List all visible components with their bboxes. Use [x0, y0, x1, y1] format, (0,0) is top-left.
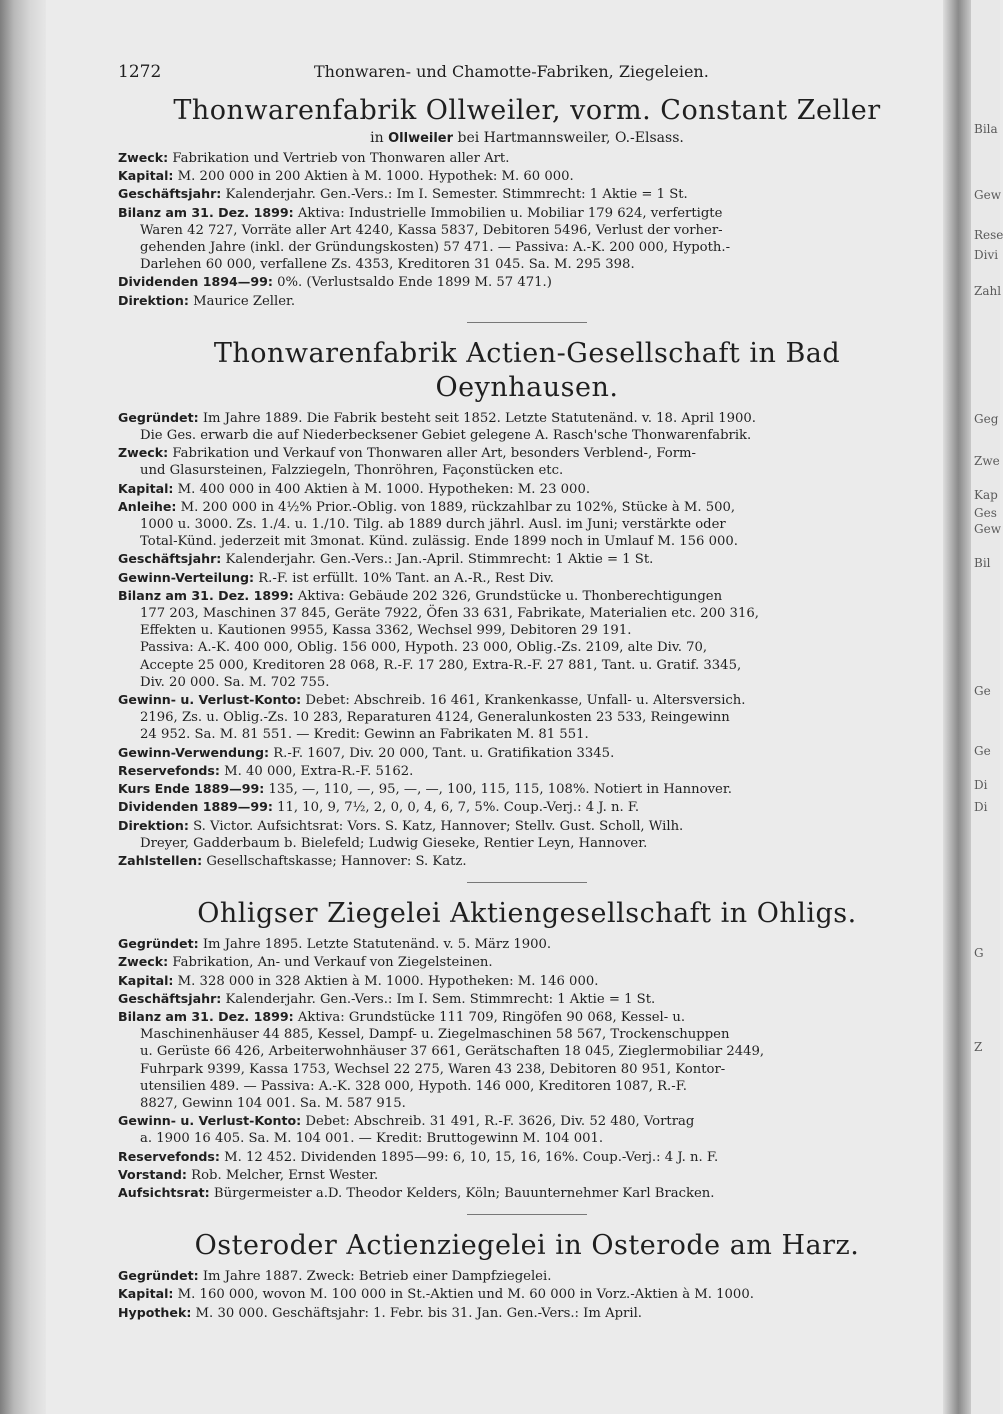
facing-page-fragment: Zahl: [974, 284, 1002, 298]
entry-label: Reservefonds:: [118, 1148, 220, 1164]
section-divider: [467, 1214, 587, 1215]
entry-continuation-line: u. Gerüste 66 426, Arbeiterwohnhäuser 37 661, Gerätschaften 18 045, Zieglermobiliar 2449,: [140, 1044, 765, 1060]
entry-label: Zahlstellen:: [118, 852, 203, 868]
facing-page-fragment: Kap: [974, 488, 998, 502]
entry-line: Gewinn- u. Verlust-Konto: Debet: Abschreib. 31 491, R.-F. 3626, Div. 52 480, Vortrag: [118, 1113, 695, 1130]
entry-label: Bilanz am 31. Dez. 1899:: [118, 1008, 294, 1024]
entry-line: Gewinn- u. Verlust-Konto: Debet: Abschreib. 16 461, Krankenkasse, Unfall- u. Altersversich.: [118, 692, 746, 709]
facing-page-fragment: Bila: [974, 122, 998, 136]
entry-continuation-line: Maschinenhäuser 44 885, Kessel, Dampf- u. Ziegelmaschinen 58 567, Trockenschuppen: [140, 1027, 730, 1043]
entry-line: Reservefonds: M. 12 452. Dividenden 1895—99: 6, 10, 15, 16, 16%. Coup.-Verj.: 4 J. n. F.: [118, 1148, 719, 1165]
entry-label: Zweck:: [118, 954, 169, 970]
entry-line: Kurs Ende 1889—99: 135, —, 110, —, 95, —, —, 100, 115, 115, 108%. Notiert in Hannover.: [118, 781, 732, 798]
entry-line: Direktion: S. Victor. Aufsichtsrat: Vors. S. Katz, Hannover; Stellv. Gust. Scholl, Wilh.: [118, 817, 684, 834]
entry-line: Vorstand: Rob. Melcher, Ernst Wester.: [118, 1166, 379, 1183]
entry-continuation-line: 2196, Zs. u. Oblig.-Zs. 10 283, Reparaturen 4124, Generalunkosten 23 533, Reingewinn: [140, 710, 730, 726]
entry-line: Direktion: Maurice Zeller.: [118, 292, 296, 309]
entry-continuation-line: Die Ges. erwarb die auf Niederbecksener Gebiet gelegene A. Rasch'sche Thonwarenfabrik.: [140, 428, 752, 444]
company-entry-ollweiler: [118, 94, 936, 310]
company-title: Thonwarenfabrik Actien-Gesellschaft in Bad Oeynhausen.: [213, 337, 841, 403]
facing-page-fragment: Geg: [974, 412, 999, 426]
company-entry-oeynhausen: [118, 337, 936, 870]
facing-page-fragment: G: [974, 946, 984, 960]
entry-continuation-line: gehenden Jahre (inkl. der Gründungskosten) 57 471. — Passiva: A.-K. 200 000, Hypoth.-: [140, 240, 731, 256]
location-town: Ollweiler: [388, 131, 454, 146]
entry-line: Kapital: M. 160 000, wovon M. 100 000 in St.-Aktien und M. 60 000 in Vorz.-Aktien à M. 1000.: [118, 1286, 754, 1303]
entry-continuation-line: Dreyer, Gadderbaum b. Bielefeld; Ludwig Gieseke, Rentier Leyn, Hannover.: [140, 835, 648, 851]
entry-label: Dividenden 1889—99:: [118, 799, 273, 815]
entry-label: Gewinn- u. Verlust-Konto:: [118, 1113, 302, 1129]
entry-line: Dividenden 1889—99: 11, 10, 9, 7½, 2, 0, 0, 4, 6, 7, 5%. Coup.-Verj.: 4 J. n. F.: [118, 799, 640, 816]
entry-label: Kurs Ende 1889—99:: [118, 781, 265, 797]
facing-page-fragment: Ges: [974, 506, 997, 520]
facing-page-fragment: Rese: [974, 228, 1003, 242]
entry-continuation-line: a. 1900 16 405. Sa. M. 104 001. — Kredit: Bruttogewinn M. 104 001.: [140, 1131, 604, 1147]
entry-label: Dividenden 1894—99:: [118, 274, 273, 290]
location-prefix: in: [370, 130, 389, 146]
entry-line: Dividenden 1894—99: 0%. (Verlustsaldo Ende 1899 M. 57 471.): [118, 274, 552, 291]
entry-label: Direktion:: [118, 817, 189, 833]
entry-label: Geschäftsjahr:: [118, 990, 222, 1006]
location-suffix: bei Hartmannsweiler, O.-Elsass.: [453, 130, 684, 146]
page-content: [118, 56, 936, 1322]
facing-page-fragment: Bil: [974, 556, 991, 570]
entry-line: Gewinn-Verteilung: R.-F. ist erfüllt. 10% Tant. an A.-R., Rest Div.: [118, 569, 554, 586]
entry-line: Geschäftsjahr: Kalenderjahr. Gen.-Vers.: Im I. Sem. Stimmrecht: 1 Aktie = 1 St.: [118, 990, 656, 1007]
entry-line: Kapital: M. 328 000 in 328 Aktien à M. 1000. Hypotheken: M. 146 000.: [118, 972, 599, 989]
facing-page-fragment: Gew: [974, 522, 1001, 536]
entry-line: Kapital: M. 200 000 in 200 Aktien à M. 1000. Hypothek: M. 60 000.: [118, 168, 574, 185]
entry-label: Bilanz am 31. Dez. 1899:: [118, 204, 294, 220]
section-divider: [467, 322, 587, 323]
entry-label: Gewinn-Verwendung:: [118, 744, 270, 760]
entry-line: Reservefonds: M. 40 000, Extra-R.-F. 5162.: [118, 762, 414, 779]
company-entry-ohligs: [118, 897, 936, 1202]
entry-line: Hypothek: M. 30 000. Geschäftsjahr: 1. Febr. bis 31. Jan. Gen.-Vers.: Im April.: [118, 1304, 642, 1321]
company-title: Ohligser Ziegelei Aktiengesellschaft in Ohligs.: [197, 898, 857, 930]
section-divider: [467, 882, 587, 883]
company-details: [118, 149, 936, 310]
entry-line: Anleihe: M. 200 000 in 4½% Prior.-Oblig. von 1889, rückzahlbar zu 102%, Stücke à M. 500,: [118, 498, 736, 515]
entry-line: Zweck: Fabrikation und Vertrieb von Thonwaren aller Art.: [118, 150, 510, 166]
company-title: Osteroder Actienziegelei in Osterode am Harz.: [194, 1230, 860, 1262]
entry-continuation-line: Div. 20 000. Sa. M. 702 755.: [140, 674, 330, 690]
facing-page-fragment: Ge: [974, 744, 991, 758]
entry-continuation-line: Waren 42 727, Vorräte aller Art 4240, Kassa 5837, Debitoren 5496, Verlust der vorher-: [140, 222, 723, 238]
entry-continuation-line: Fuhrpark 9399, Kassa 1753, Wechsel 22 275, Waren 43 238, Debitoren 80 951, Kontor-: [140, 1061, 726, 1077]
facing-page-fragment: Di: [974, 800, 988, 814]
facing-page-fragment: Di: [974, 778, 988, 792]
entry-continuation-line: Darlehen 60 000, verfallene Zs. 4353, Kreditoren 31 045. Sa. M. 295 398.: [140, 257, 635, 273]
company-details: [118, 935, 936, 1202]
company-entry-osterode: [118, 1229, 936, 1322]
entry-label: Zweck:: [118, 445, 169, 461]
entry-line: Gewinn-Verwendung: R.-F. 1607, Div. 20 000, Tant. u. Gratifikation 3345.: [118, 744, 615, 761]
entry-label: Gewinn-Verteilung:: [118, 569, 255, 585]
entry-label: Reservefonds:: [118, 762, 220, 778]
entry-label: Zweck:: [118, 150, 169, 165]
entry-label: Gegründet:: [118, 1268, 199, 1284]
entry-line: Aufsichtsrat: Bürgermeister a.D. Theodor Kelders, Köln; Bauunternehmer Karl Bracken.: [118, 1184, 715, 1201]
facing-page-fragment: Ge: [974, 684, 991, 698]
entry-label: Kapital:: [118, 972, 174, 988]
entry-label: Geschäftsjahr:: [118, 186, 222, 202]
facing-page-fragment: Z: [974, 1040, 983, 1054]
running-title: Thonwaren- und Chamotte-Fabriken, Ziegeleien.: [314, 62, 709, 81]
entry-line: Gegründet: Im Jahre 1887. Zweck: Betrieb einer Dampfziegelei.: [118, 1268, 552, 1285]
facing-page-edge: [971, 0, 1003, 1414]
entry-label: Kapital:: [118, 480, 174, 496]
entry-continuation-line: 24 952. Sa. M. 81 551. — Kredit: Gewinn an Fabrikaten M. 81 551.: [140, 727, 589, 743]
entry-label: Geschäftsjahr:: [118, 551, 222, 567]
entry-line: Geschäftsjahr: Kalenderjahr. Gen.-Vers.: Im I. Semester. Stimmrecht: 1 Aktie = 1 St.: [118, 186, 688, 203]
book-spine-shadow: [0, 0, 46, 1414]
entry-line: Zweck: Fabrikation und Verkauf von Thonwaren aller Art, besonders Verblend-, Form-: [118, 445, 697, 462]
company-details: [118, 1267, 936, 1322]
entry-line: Bilanz am 31. Dez. 1899: Aktiva: Industrielle Immobilien u. Mobiliar 179 624, verfertigte: [118, 204, 723, 221]
company-title: Thonwarenfabrik Ollweiler, vorm. Constant Zeller: [173, 95, 881, 126]
entry-line: Zweck: Fabrikation, An- und Verkauf von Ziegelsteinen.: [118, 954, 493, 971]
entry-continuation-line: 177 203, Maschinen 37 845, Geräte 7922, Öfen 33 631, Fabrikate, Materialien etc. 200 316,: [140, 606, 759, 622]
entry-line: Bilanz am 31. Dez. 1899: Aktiva: Gebäude 202 326, Grundstücke u. Thonberechtigungen: [118, 587, 723, 604]
page-gutter-fold: [943, 0, 971, 1414]
entry-line: Zahlstellen: Gesellschaftskasse; Hannover: S. Katz.: [118, 852, 467, 869]
entry-label: Aufsichtsrat:: [118, 1184, 210, 1200]
entry-continuation-line: 8827, Gewinn 104 001. Sa. M. 587 915.: [140, 1095, 406, 1111]
entry-continuation-line: Total-Künd. jederzeit mit 3monat. Künd. zulässig. Ende 1899 noch in Umlauf M. 156 000.: [140, 534, 738, 550]
facing-page-fragment: Gew: [974, 188, 1001, 202]
entry-label: Hypothek:: [118, 1304, 192, 1320]
entry-label: Direktion:: [118, 292, 189, 308]
entry-label: Gegründet:: [118, 409, 199, 425]
facing-page-fragment: Zwe: [974, 454, 1000, 468]
entry-continuation-line: Accepte 25 000, Kreditoren 28 068, R.-F. 17 280, Extra-R.-F. 27 881, Tant. u. Gratif. 3345,: [140, 657, 742, 673]
entry-label: Vorstand:: [118, 1166, 187, 1182]
company-details: [118, 409, 936, 870]
entry-continuation-line: und Glasursteinen, Falzziegeln, Thonröhren, Façonstücken etc.: [140, 463, 564, 479]
entry-continuation-line: utensilien 489. — Passiva: A.-K. 328 000, Hypoth. 146 000, Kreditoren 1087, R.-F.: [140, 1078, 687, 1094]
entry-continuation-line: Effekten u. Kautionen 9955, Kassa 3362, Wechsel 999, Debitoren 29 191.: [140, 623, 632, 639]
company-location: [118, 130, 936, 146]
entry-line: Geschäftsjahr: Kalenderjahr. Gen.-Vers.: Jan.-April. Stimmrecht: 1 Aktie = 1 St.: [118, 551, 654, 568]
entry-line: Bilanz am 31. Dez. 1899: Aktiva: Grundstücke 111 709, Ringöfen 90 068, Kessel- u.: [118, 1008, 686, 1025]
page-number: 1272: [118, 62, 162, 82]
entry-label: Gegründet:: [118, 936, 199, 952]
entry-label: Gewinn- u. Verlust-Konto:: [118, 692, 302, 708]
entry-line: Gegründet: Im Jahre 1895. Letzte Statutenänd. v. 5. März 1900.: [118, 936, 552, 953]
entry-label: Bilanz am 31. Dez. 1899:: [118, 587, 294, 603]
entry-label: Kapital:: [118, 168, 174, 184]
facing-page-fragment: Divi: [974, 248, 999, 262]
entry-label: Anleihe:: [118, 498, 177, 514]
running-header: [118, 56, 936, 92]
entry-continuation-line: 1000 u. 3000. Zs. 1./4. u. 1./10. Tilg. ab 1889 durch jährl. Ausl. im Juni; verstärkte oder: [140, 517, 726, 533]
entry-label: Kapital:: [118, 1286, 174, 1302]
entry-line: Kapital: M. 400 000 in 400 Aktien à M. 1000. Hypotheken: M. 23 000.: [118, 480, 591, 497]
entry-line: Gegründet: Im Jahre 1889. Die Fabrik besteht seit 1852. Letzte Statutenänd. v. 18. April 1900.: [118, 409, 756, 426]
entry-continuation-line: Passiva: A.-K. 400 000, Oblig. 156 000, Hypoth. 23 000, Oblig.-Zs. 2109, alte Div. 70,: [140, 640, 708, 656]
